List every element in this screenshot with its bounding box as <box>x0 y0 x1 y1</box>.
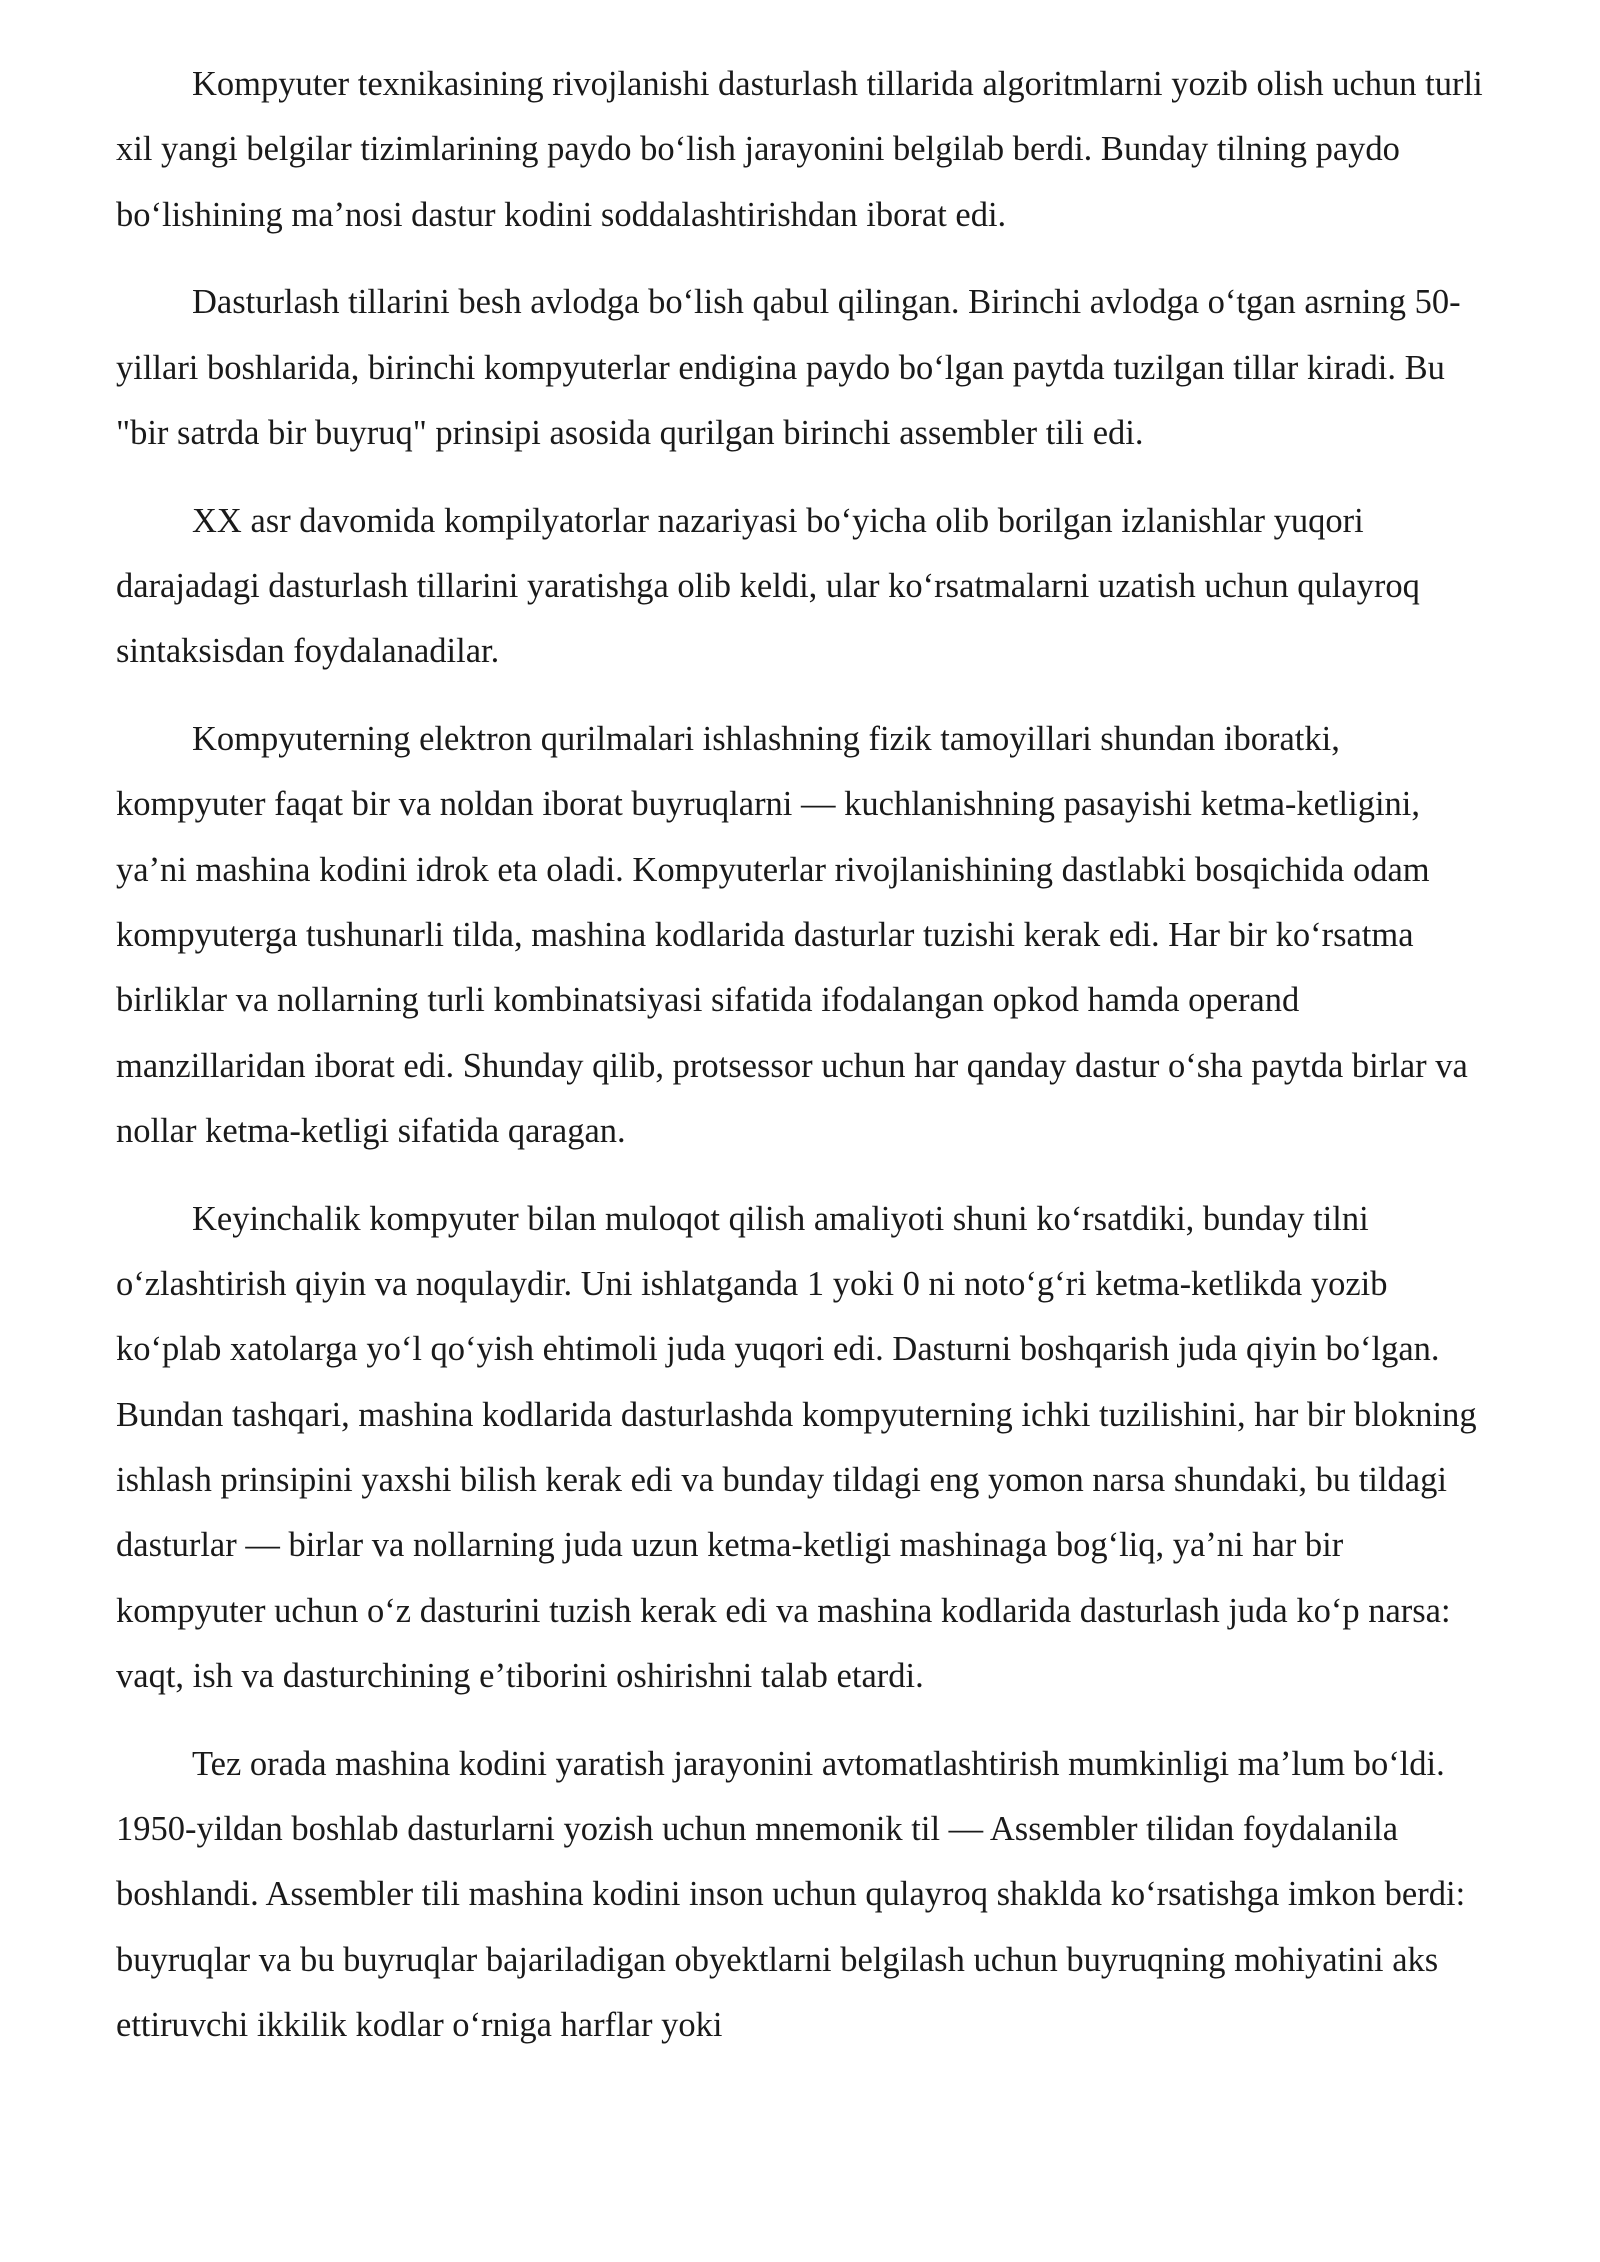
paragraph-3: XX asr davomida kompilyatorlar nazariyasi boʻyicha olib borilgan izlanishlar yuqori darajadagi dasturlash tillarini yaratishga olib keldi, ular koʻrsatmalarni uzatish uchun qulayroq sintaksisdan foydalanadilar. <box>116 501 1420 671</box>
paragraph-5: Keyinchalik kompyuter bilan muloqot qilish amaliyoti shuni koʻrsatdiki, bunday tilni oʻzlashtirish qiyin va noqulaydir. Uni ishlatganda 1 yoki 0 ni notoʻgʻri ketma-ketlikda yozib koʻplab xatolarga yoʻl qoʻyish ehtimoli juda yuqori edi. Dasturni boshqarish juda qiyin boʻlgan. Bundan tashqari, mashina kodlarida dasturlashda kompyuterning ichki tuzilishini, har bir blokning ishlash prinsipini yaxshi bilish kerak edi va bunday tildagi eng yomon narsa shundaki, bu tildagi dasturlar — birlar va nollarning juda uzun ketma-ketligi mashinaga bogʻliq, yaʼni har bir kompyuter uchun oʻz dasturini tuzish kerak edi va mashina kodlarida dasturlash juda koʻp narsa: vaqt, ish va dasturchining eʼtiborini oshirishni talab etardi. <box>116 1199 1477 1695</box>
document-body <box>116 52 1496 2081</box>
paragraph-1: Kompyuter texnikasining rivojlanishi dasturlash tillarida algoritmlarni yozib olish uchun turli xil yangi belgilar tizimlarining paydo boʻlish jarayonini belgilab berdi. Bunday tilning paydo boʻlishining maʼnosi dastur kodini soddalashtirishdan iborat edi. <box>116 65 1483 234</box>
paragraph-6: Tez orada mashina kodini yaratish jarayonini avtomatlashtirish mumkinligi maʼlum boʻldi. 1950-yildan boshlab dasturlarni yozish uchun mnemonik til — Assembler tilidan foydalanila boshlandi. Assembler tili mashina kodini inson uchun qulayroq shaklda koʻrsatishga imkon berdi: buyruqlar va bu buyruqlar bajariladigan obyektlarni belgilash uchun buyruqning mohiyatini aks ettiruvchi ikkilik kodlar oʻrniga harflar yoki <box>116 1744 1466 2044</box>
paragraph-2: Dasturlash tillarini besh avlodga boʻlish qabul qilingan. Birinchi avlodga oʻtgan asrning 50-yillari boshlarida, birinchi kompyuterlar endigina paydo boʻlgan paytda tuzilgan tillar kiradi. Bu "bir satrda bir buyruq" prinsipi asosida qurilgan birinchi assembler tili edi. <box>116 283 1461 452</box>
paragraph-4: Kompyuterning elektron qurilmalari ishlashning fizik tamoyillari shundan iboratki, kompyuter faqat bir va noldan iborat buyruqlarni — kuchlanishning pasayishi ketma-ketligini, yaʼni mashina kodini idrok eta oladi. Kompyuterlar rivojlanishining dastlabki bosqichida odam kompyuterga tushunarli tilda, mashina kodlarida dasturlar tuzishi kerak edi. Har bir koʻrsatma birliklar va nollarning turli kombinatsiyasi sifatida ifodalangan opkod hamda operand manzillaridan iborat edi. Shunday qilib, protsessor uchun har qanday dastur oʻsha paytda birlar va nollar ketma-ketligi sifatida qaragan. <box>116 720 1468 1150</box>
